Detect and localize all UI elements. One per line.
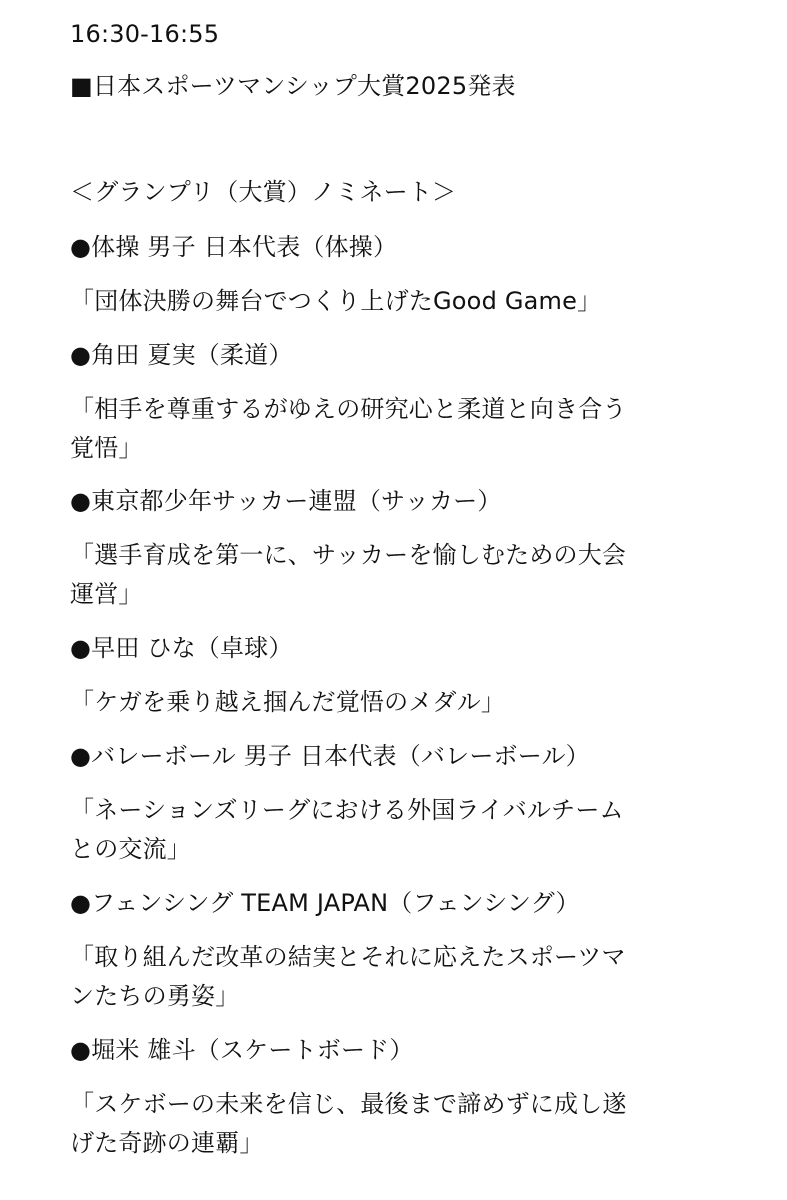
nominee-name: ●体操 男子 日本代表（体操） [70, 233, 398, 261]
nominee-name: ●東京都少年サッカー連盟（サッカー） [70, 487, 502, 515]
announcement-heading: ■日本スポーツマンシップ大賞2025発表 [70, 72, 516, 100]
nominee-quote: 「スケボーの未来を信じ、最後まで諦めずに成し遂 [70, 1090, 627, 1118]
nominee-name: ●早田 ひな（卓球） [70, 634, 293, 662]
nominee-quote: 「団体決勝の舞台でつくり上げたGood Game」 [70, 287, 602, 315]
nominee-quote-continued: 運営」 [70, 580, 143, 608]
nominee-quote-continued: 覚悟」 [70, 434, 143, 462]
nominee-quote-continued: げた奇跡の連覇」 [70, 1129, 264, 1157]
nominee-quote: 「取り組んだ改革の結実とそれに応えたスポーツマ [70, 943, 626, 971]
nominee-name: ●フェンシング TEAM JAPAN（フェンシング） [70, 889, 580, 917]
nominee-quote: 「ネーションズリーグにおける外国ライバルチーム [70, 796, 624, 824]
nominee-name: ●堀米 雄斗（スケートボード） [70, 1036, 414, 1064]
nominee-quote: 「選手育成を第一に、サッカーを愉しむための大会 [70, 541, 627, 569]
nominee-quote-continued: との交流」 [70, 835, 191, 863]
nominee-quote: 「ケガを乗り越え掴んだ覚悟のメダル」 [70, 688, 506, 716]
nominee-quote: 「相手を尊重するがゆえの研究心と柔道と向き合う [70, 395, 627, 423]
time-range: 16:30-16:55 [70, 20, 220, 48]
nominee-name: ●バレーボール 男子 日本代表（バレーボール） [70, 742, 590, 770]
nominee-quote-continued: ンたちの勇姿」 [70, 982, 240, 1010]
nominee-name: ●角田 夏実（柔道） [70, 341, 293, 369]
section-title: ＜グランプリ（大賞）ノミネート＞ [70, 178, 457, 206]
